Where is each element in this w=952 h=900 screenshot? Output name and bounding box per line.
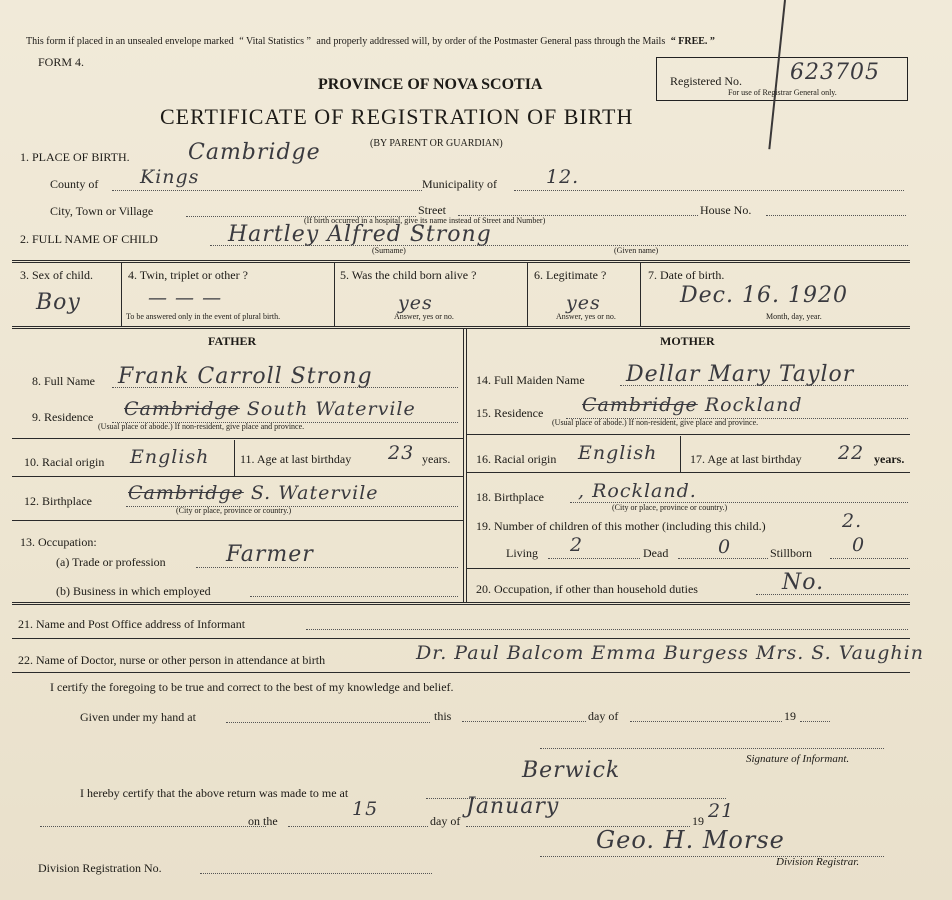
father-birthplace-value (128, 482, 379, 504)
mother-occupation-label: 20. Occupation, if other than household duties (476, 582, 698, 596)
rule (466, 568, 910, 569)
mother-heading: MOTHER (660, 334, 715, 348)
stillborn-label: Stillborn (770, 546, 813, 560)
year-prefix: 19 (784, 709, 796, 723)
mother-name-value: Dellar Mary Taylor (626, 362, 855, 387)
child-name-label: 2. FULL NAME OF CHILD (20, 232, 158, 246)
county-line (112, 190, 422, 191)
dob-note: Month, day, year. (766, 312, 822, 321)
living-line (548, 558, 640, 559)
father-heading: FATHER (208, 334, 257, 348)
form-number: FORM 4. (38, 55, 85, 69)
father-trade-label: (a) Trade or profession (56, 555, 166, 569)
dead-value: 0 (718, 536, 732, 558)
municipality-value: 12. (546, 166, 580, 188)
stillborn-value: 0 (852, 534, 866, 556)
surname-note: (Surname) (372, 246, 406, 255)
given-under-label: Given under my hand at (80, 710, 196, 724)
legitimate-value: yes (566, 292, 601, 314)
father-birthplace-note: (City or place, province or country.) (176, 506, 292, 515)
rule (680, 436, 681, 472)
dob-value: Dec. 16. 1920 (680, 283, 848, 308)
rule (527, 262, 528, 326)
given-at-line (226, 722, 430, 723)
struck-text: Cambridge (582, 394, 698, 416)
hospital-note: (If birth occurred in a hospital, give its name instead of Street and Number) (304, 216, 546, 225)
certification-statement: I certify the foregoing to be true and correct to the best of my knowledge and belief. (50, 680, 454, 694)
registered-label: Registered No. (670, 74, 742, 88)
struck-text: Cambridge (124, 398, 240, 420)
this-day-line (462, 721, 586, 722)
municipality-line (514, 190, 904, 191)
registrar-year-value: 21 (708, 800, 735, 822)
father-occupation-label: 13. Occupation: (20, 535, 97, 549)
this-label: this (434, 709, 452, 723)
division-registration-line (200, 873, 432, 874)
informant-line (306, 629, 908, 630)
dead-label: Dead (643, 546, 669, 560)
father-birthplace-text: S. Watervile (250, 482, 379, 504)
father-residence-label: 9. Residence (32, 410, 94, 424)
mother-occupation-line (756, 594, 908, 595)
informant-signature-line (540, 748, 884, 749)
registrar-note: For use of Registrar General only. (728, 88, 837, 97)
day-of-label: day of (588, 709, 619, 723)
rule (12, 476, 463, 477)
mother-birthplace-label: 18. Birthplace (476, 490, 544, 504)
alive-note: Answer, yes or no. (394, 312, 454, 321)
year-line (800, 721, 830, 722)
rule (466, 328, 467, 602)
father-business-label: (b) Business in which employed (56, 584, 211, 598)
twin-note: To be answered only in the event of plural birth. (126, 312, 281, 321)
father-residence-value (124, 398, 416, 420)
rule (12, 602, 910, 603)
rule (12, 604, 910, 605)
place-of-birth-label: 1. PLACE OF BIRTH. (20, 150, 130, 164)
rule (12, 520, 463, 521)
mother-birthplace-note: (City or place, province or country.) (612, 503, 728, 512)
struck-text: Cambridge (128, 482, 244, 504)
father-birthplace-label: 12. Birthplace (24, 494, 92, 508)
living-value: 2 (570, 534, 584, 556)
legitimate-note: Answer, yes or no. (556, 312, 616, 321)
place-of-birth-value: Cambridge (188, 140, 321, 165)
rule (121, 262, 122, 326)
rule (234, 440, 235, 476)
page-subtitle: (BY PARENT OR GUARDIAN) (370, 138, 503, 149)
registrar-signature: Geo. H. Morse (596, 826, 785, 854)
house-label: House No. (700, 203, 752, 217)
father-trade-line (196, 567, 458, 568)
registrar-day-line (288, 826, 428, 827)
registrar-statement: I hereby certify that the above return was made to me at (80, 786, 349, 800)
rule (12, 326, 910, 327)
mother-name-label: 14. Full Maiden Name (476, 373, 585, 387)
division-registration-label: Division Registration No. (38, 861, 162, 875)
page-title: CERTIFICATE OF REGISTRATION OF BIRTH (160, 104, 634, 129)
sex-value: Boy (36, 290, 81, 315)
alive-value: yes (398, 292, 433, 314)
informant-label: 21. Name and Post Office address of Informant (18, 617, 246, 631)
registrar-month-value: January (466, 794, 560, 819)
rule (334, 262, 335, 326)
registered-number: 623705 (790, 60, 880, 85)
notice-vital-statistics: “ Vital Statistics ” (239, 36, 311, 47)
mother-age-value: 22 (838, 442, 865, 464)
county-value: Kings (140, 166, 200, 188)
father-name-value: Frank Carroll Strong (118, 364, 373, 389)
father-age-unit: years. (422, 452, 451, 466)
rule (12, 638, 910, 639)
rule (12, 328, 910, 329)
alive-label: 5. Was the child born alive ? (340, 268, 477, 282)
registrar-lead-line (40, 826, 266, 827)
mother-residence-value (582, 394, 803, 416)
dead-line (678, 558, 768, 559)
rule (12, 672, 910, 673)
mother-racial-label: 16. Racial origin (476, 452, 557, 466)
father-residence-text: South Watervile (246, 398, 416, 420)
stillborn-line (830, 558, 908, 559)
mother-occupation-value: No. (782, 570, 825, 595)
father-racial-label: 10. Racial origin (24, 455, 105, 469)
sex-label: 3. Sex of child. (20, 268, 93, 282)
given-name-note: (Given name) (614, 246, 659, 255)
mother-residence-note: (Usual place of abode.) If non-resident, give place and province. (552, 418, 759, 427)
father-age-label: 11. Age at last birthday (240, 452, 352, 466)
mother-age-label: 17. Age at last birthday (690, 452, 802, 466)
registrar-year-prefix: 19 (692, 814, 704, 828)
child-name-value: Hartley Alfred Strong (228, 222, 492, 247)
signature-label: Signature of Informant. (746, 753, 850, 765)
children-count-value: 2. (842, 510, 863, 532)
rule (463, 328, 464, 602)
twin-value: — — — (148, 287, 223, 309)
house-line (766, 215, 906, 216)
rule (12, 438, 463, 439)
living-label: Living (506, 546, 538, 560)
father-racial-value: English (130, 446, 210, 468)
rule (12, 262, 910, 263)
mail-notice (26, 36, 715, 47)
father-age-value: 23 (388, 442, 415, 464)
month-line (630, 721, 782, 722)
mother-birthplace-value: , Rockland. (578, 480, 697, 502)
rule (640, 262, 641, 326)
father-business-line (250, 596, 458, 597)
registrar-day-value: 15 (352, 798, 379, 820)
on-the-label: on the (248, 814, 278, 828)
father-trade-value: Farmer (226, 542, 314, 567)
mother-residence-label: 15. Residence (476, 406, 544, 420)
notice-text-post: and properly addressed will, by order of the Postmaster General pass through the Mails (316, 36, 666, 47)
dob-label: 7. Date of birth. (648, 268, 725, 282)
legitimate-label: 6. Legitimate ? (534, 268, 607, 282)
father-residence-note: (Usual place of abode.) If non-resident, give place and province. (98, 422, 305, 431)
county-label: County of (50, 177, 99, 191)
mother-racial-value: English (578, 442, 658, 464)
street-label: Street (418, 203, 446, 217)
children-count-label: 19. Number of children of this mother (including this child.) (476, 519, 766, 533)
twin-label: 4. Twin, triplet or other ? (128, 268, 248, 282)
attendant-value: Dr. Paul Balcom Emma Burgess Mrs. S. Vaughin (416, 642, 924, 664)
province-heading: PROVINCE OF NOVA SCOTIA (318, 76, 543, 93)
registrar-day-of-label: day of (430, 814, 461, 828)
division-registrar-label: Division Registrar. (776, 856, 860, 868)
mother-age-unit: years. (874, 452, 905, 466)
mother-residence-text: Rockland (704, 394, 803, 416)
municipality-label: Municipality of (422, 177, 497, 191)
rule (466, 472, 910, 473)
city-label: City, Town or Village (50, 204, 154, 218)
notice-text: This form if placed in an unsealed envelope marked (26, 36, 234, 47)
father-name-label: 8. Full Name (32, 374, 95, 388)
rule (12, 260, 910, 261)
registrar-place-value: Berwick (522, 758, 621, 783)
notice-free: “ FREE. ” (670, 36, 715, 47)
attendant-label: 22. Name of Doctor, nurse or other person in attendance at birth (18, 653, 326, 667)
rule (466, 434, 910, 435)
